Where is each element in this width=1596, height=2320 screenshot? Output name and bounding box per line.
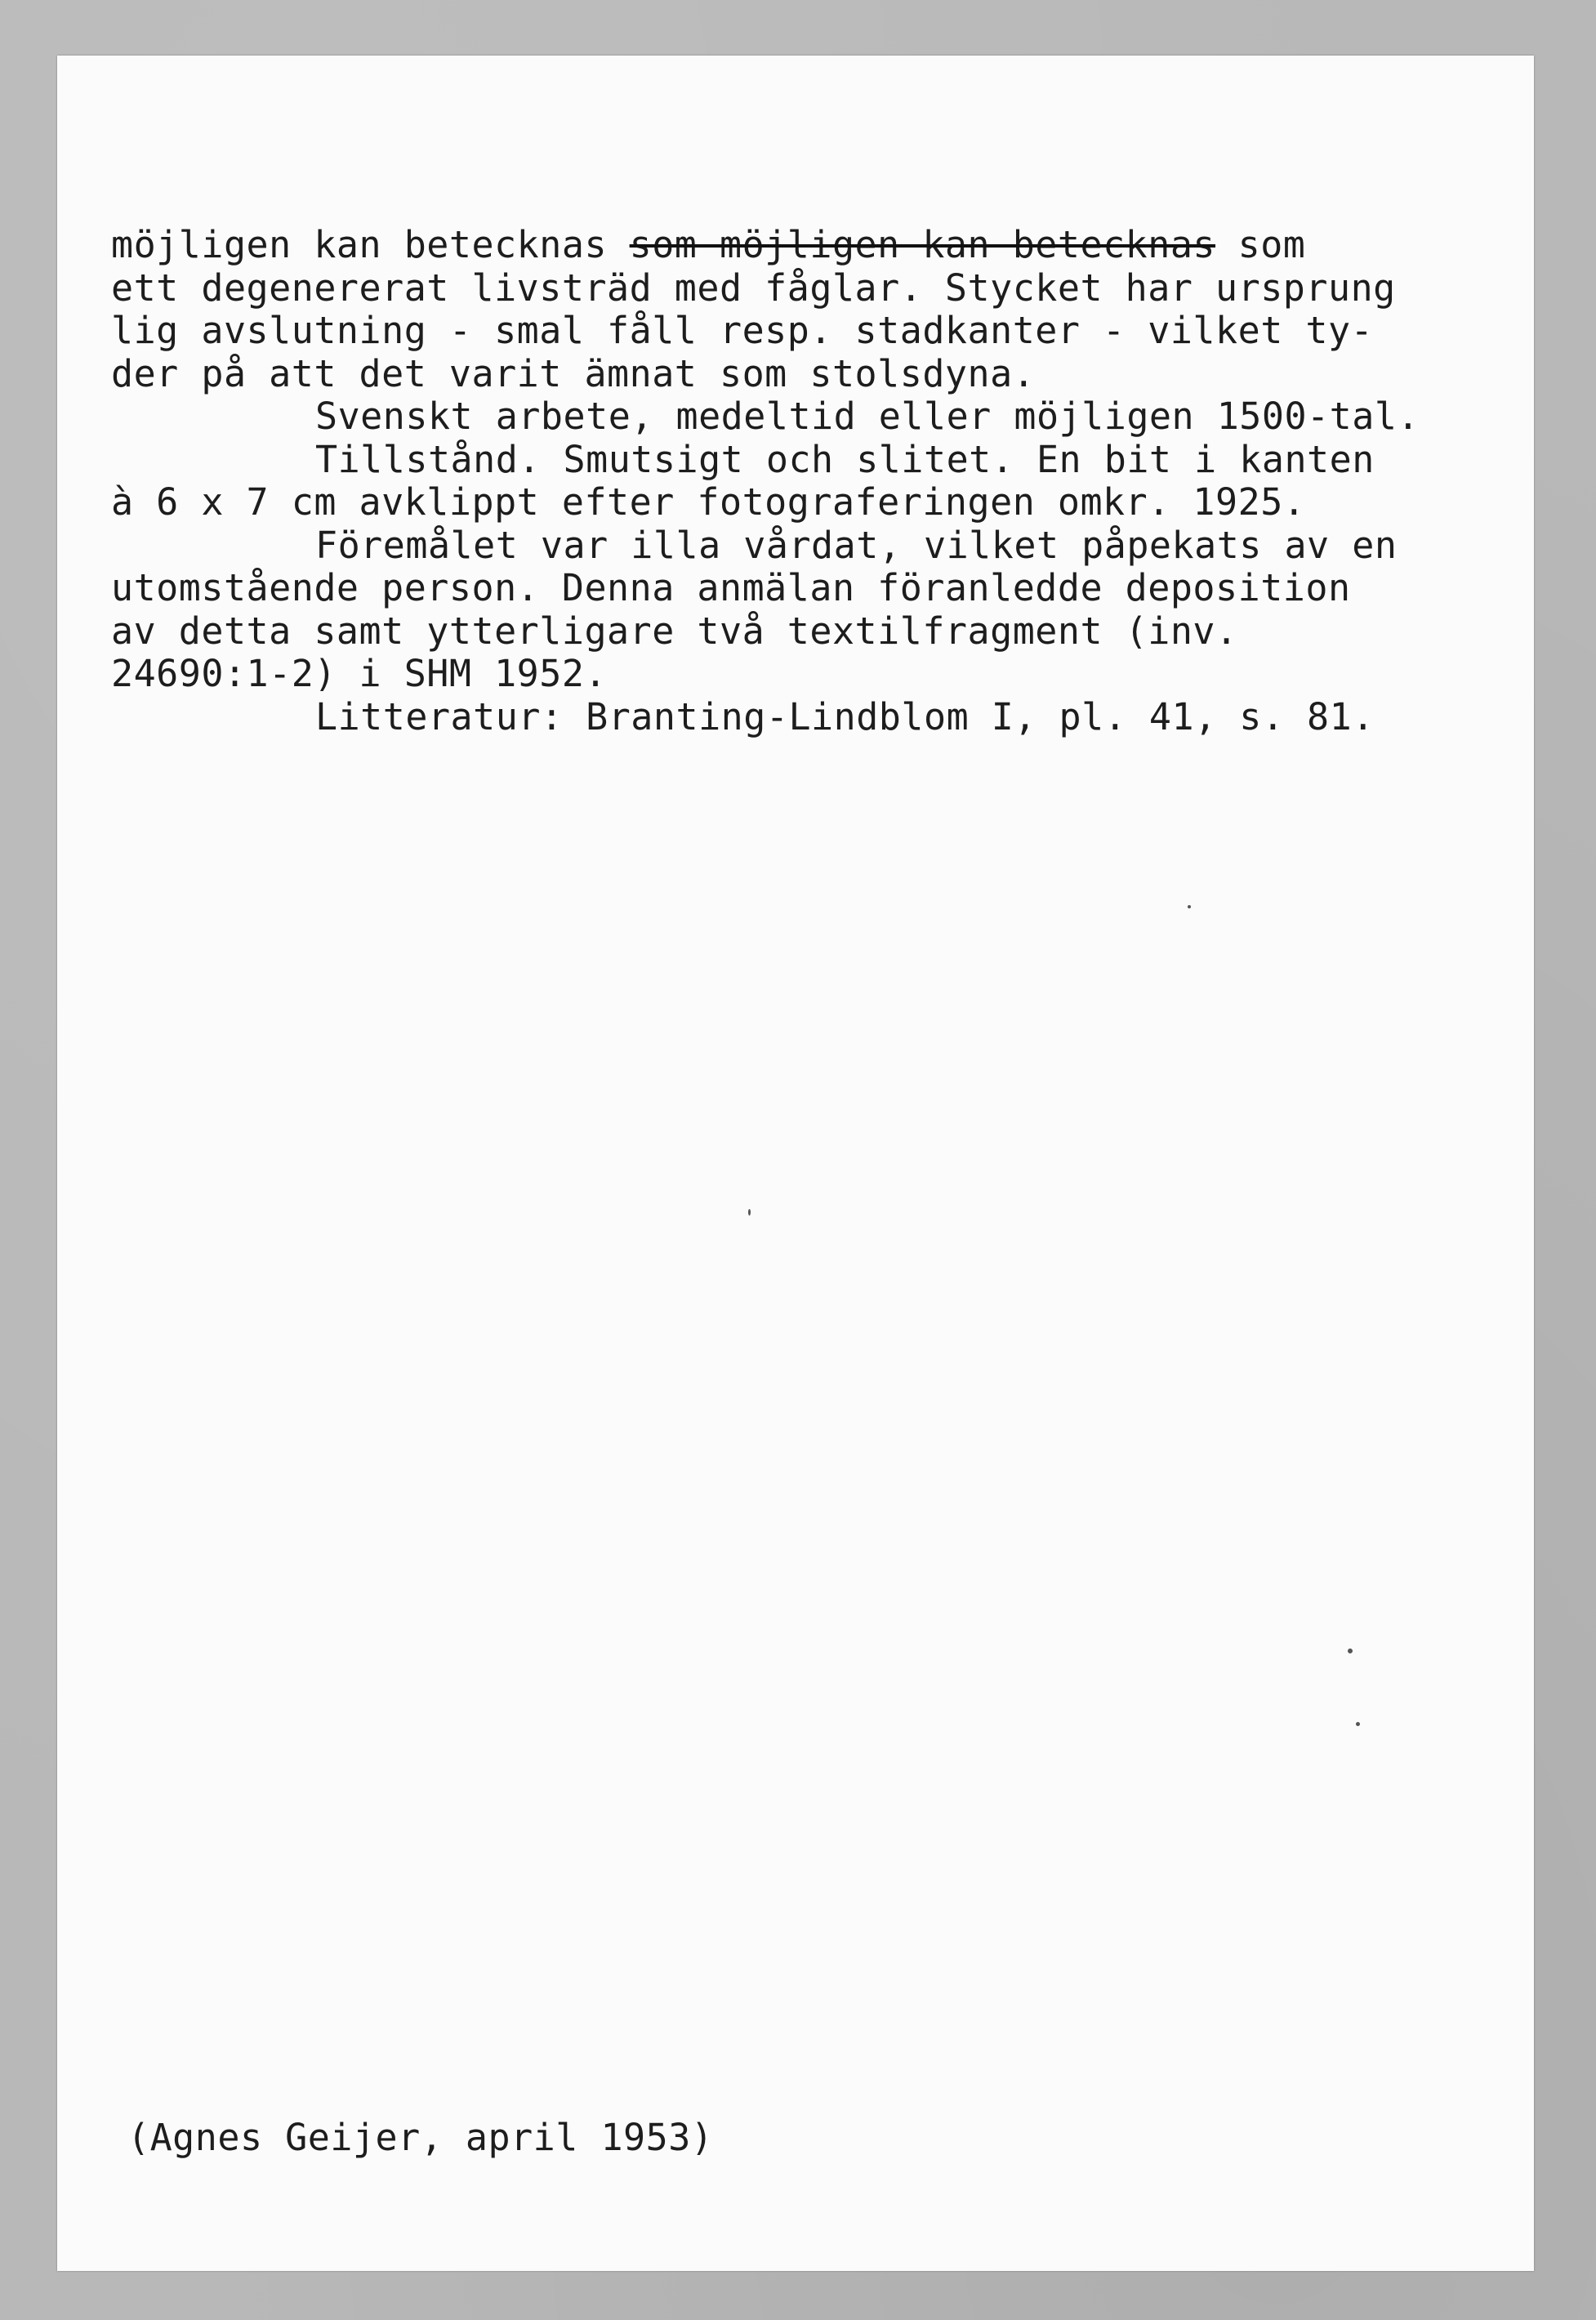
text-line-11: 24690:1-2) i SHM 1952. (111, 652, 608, 695)
struck-out-text: som möjligen kan betecknas (629, 223, 1216, 266)
dust-speck (748, 1209, 751, 1216)
text-line-9: utomstående person. Denna anmälan föranledde deposition (111, 566, 1351, 609)
dust-speck (1348, 1649, 1353, 1653)
text-line-3: lig avslutning - smal fåll resp. stadkanter - vilket ty- (111, 309, 1374, 352)
text-line-8: Föremålet var illa vårdat, vilket påpekats av en (315, 523, 1398, 567)
dust-speck (1188, 905, 1191, 908)
text-line-1 (111, 224, 1532, 267)
text-line-12: Litteratur: Branting-Lindblom I, pl. 41, s. 81. (315, 694, 1375, 738)
catalog-card (57, 56, 1534, 2271)
text-line-4: der på att det varit ämnat som stolsdyna. (111, 351, 1036, 395)
text-line-6: Tillstånd. Smutsigt och slitet. En bit i kanten (315, 437, 1375, 481)
text-line-2: ett degenererat livsträd med fåglar. Stycket har ursprung (111, 265, 1396, 310)
text-line-1-end: som (1215, 223, 1306, 266)
signature-line: (Agnes Geijer, april 1953) (127, 2116, 714, 2159)
dust-speck (1356, 1722, 1360, 1726)
text-line-5: Svenskt arbete, medeltid eller möjligen 1500-tal. (315, 395, 1420, 438)
text-line-10: av detta samt ytterligare två textilfragment (inv. (111, 609, 1238, 653)
typed-text-block (111, 224, 1532, 738)
text-line-1-start: möjligen kan betecknas (111, 223, 630, 266)
text-line-7: à 6 x 7 cm avklippt efter fotograferingen omkr. 1925. (111, 480, 1306, 524)
